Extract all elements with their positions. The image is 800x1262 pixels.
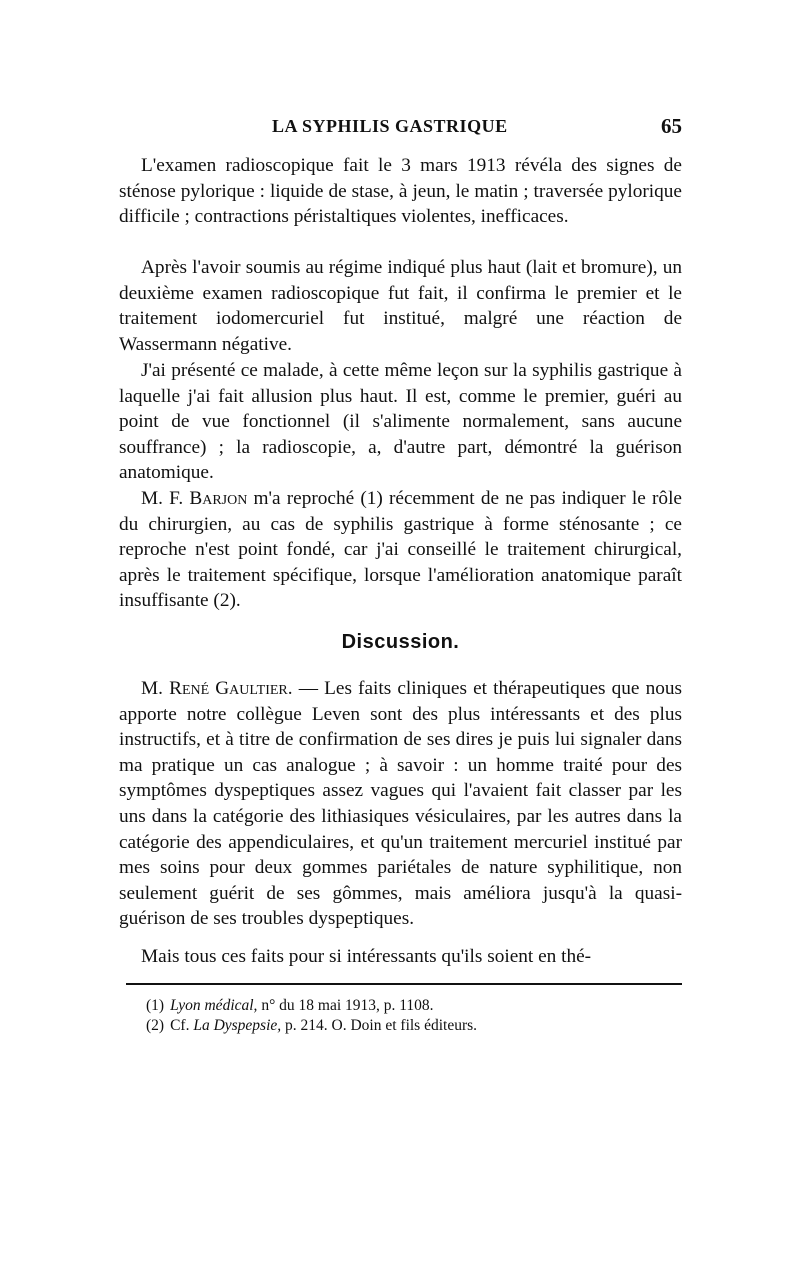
speaker-name: Barjon	[189, 488, 248, 509]
running-title: LA SYPHILIS GASTRIQUE	[272, 116, 508, 136]
speaker-name: René Gaultier.	[169, 678, 293, 699]
paragraph-patient-presentation: J'ai présenté ce malade, à cette même leçon sur la syphilis gastrique à laquelle j'ai fait allusion plus haut. Il est, comme le premier, guéri au point de vue fonctionnel (il s'alimente normalement, sans aucune souffrance) ; la radioscopie, a, d'autre part, démontré la guérison anatomique.	[119, 360, 682, 484]
paragraph-radioscopy-exam: L'examen radioscopique fait le 3 mars 1913 révéla des signes de sténose pylorique : liquide de stase, à jeun, le matin ; traversée pylorique difficile ; contractions péristaltiques violentes, inefficaces.	[119, 155, 682, 228]
speaker-prefix: M. F.	[141, 488, 184, 509]
footnote-label: (2)	[146, 1017, 165, 1034]
footnote-text: p. 214. O. Doin et fils éditeurs.	[285, 1017, 478, 1034]
paragraph-barjon-reproach	[119, 486, 682, 614]
footnote-label: (1)	[146, 997, 165, 1014]
paragraph-continuation: Mais tous ces faits pour si intéressants qu'ils soient en thé-	[141, 946, 592, 967]
paragraph-body: m'a reproché (1) récemment de ne pas indiquer le rôle du chirurgien, au cas de syphilis gastrique à forme sténosante ; ce reproche n'est point fondé, car j'ai conseillé le traitement chirurgical, après le traitement spécifique, lorsque l'amélioration anatomique paraît insuffisante (2).	[119, 488, 682, 612]
footnote-prefix: Cf.	[170, 1017, 190, 1034]
footnote-2	[146, 1016, 666, 1036]
footnote-divider	[126, 983, 682, 985]
paragraph-second-exam: Après l'avoir soumis au régime indiqué plus haut (lait et bromure), un deuxième examen radioscopique fut fait, il confirma le premier et le traitement iodomercuriel fut institué, malgré une réaction de Wassermann négative.	[119, 257, 682, 355]
section-heading-discussion: Discussion.	[341, 631, 460, 653]
paragraph-gaultier-remarks	[119, 676, 682, 932]
page-number: 65	[661, 114, 682, 138]
speaker-prefix: M.	[141, 678, 163, 699]
footnote-text: n° du 18 mai 1913, p. 1108.	[261, 997, 434, 1014]
footnote-book-title: La Dyspepsie,	[193, 1017, 282, 1034]
footnote-journal-title: Lyon médical,	[170, 997, 258, 1014]
running-head	[120, 116, 682, 142]
paragraph-body: — Les faits cliniques et thérapeutiques que nous apporte notre collègue Leven sont des plus intéressants et des plus instructifs, et à titre de confirmation de ses dires je puis lui signaler dans ma pratique un cas analogue ; à savoir : un homme traité pour des symptômes dyspeptiques assez vagues qui l'avaient fait classer par les uns dans la catégorie des lithiasiques vésiculaires, par les autres dans la catégorie des appendiculaires, et qu'un traitement mercuriel institué par mes soins pour deux gommes pariétales de nature syphilitique, non seulement guérit de ses gômmes, mais améliora jusqu'à la quasi-guérison de ses troubles dyspeptiques.	[119, 678, 683, 930]
footnote-1	[146, 996, 666, 1016]
